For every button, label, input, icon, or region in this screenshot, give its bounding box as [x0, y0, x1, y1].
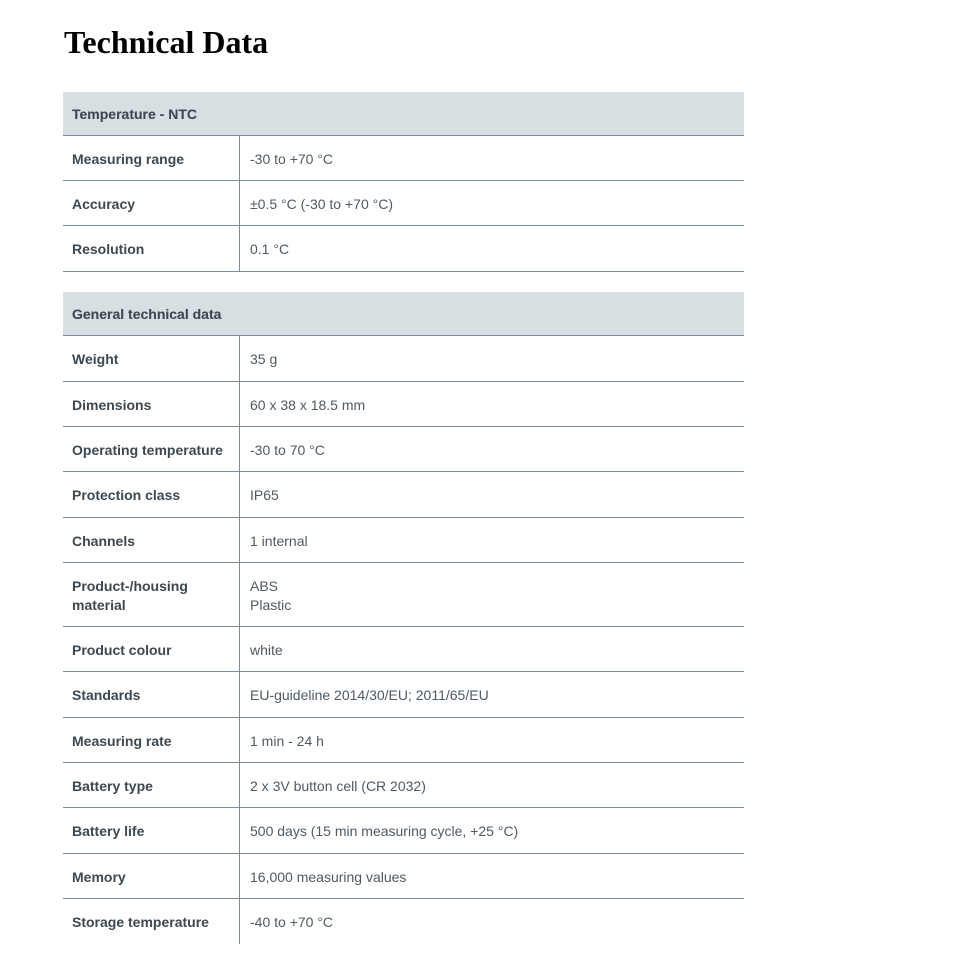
row-value [240, 563, 744, 626]
table-row-storage-temperature [63, 899, 744, 944]
table-row-memory [63, 854, 744, 899]
row-value: 60 x 38 x 18.5 mm [250, 397, 366, 413]
row-value: 0.1 °C [250, 241, 290, 257]
row-value: white [250, 642, 283, 658]
row-label: Measuring range [63, 136, 240, 180]
row-value-line: Plastic [250, 597, 292, 613]
row-label: Memory [63, 854, 240, 898]
row-value: 35 g [250, 351, 278, 367]
row-label: Battery life [63, 808, 240, 853]
row-value: -30 to 70 °C [250, 442, 325, 458]
row-label: Accuracy [63, 181, 240, 225]
row-value: 2 x 3V button cell (CR 2032) [250, 778, 426, 794]
row-label: Measuring rate [63, 718, 240, 762]
table-row-dimensions [63, 382, 744, 427]
row-label: Storage temperature [63, 899, 240, 944]
row-label: Product colour [63, 627, 240, 671]
row-value: IP65 [250, 487, 279, 503]
table-row-battery-life [63, 808, 744, 854]
row-value: EU-guideline 2014/30/EU; 2011/65/EU [250, 687, 489, 703]
row-label: Dimensions [63, 382, 240, 426]
table-row-measuring-range [63, 136, 744, 181]
page-title: Technical Data [64, 24, 269, 60]
table-row-measuring-rate [63, 718, 744, 763]
row-label-line: Product-/housing [72, 578, 188, 594]
section-header-temperature-ntc: Temperature - NTC [63, 92, 744, 136]
row-value-line: ABS [250, 578, 279, 594]
section-header-general-technical-data: General technical data [63, 292, 744, 336]
row-label [63, 563, 240, 626]
table-row-standards [63, 672, 744, 718]
row-value: 16,000 measuring values [250, 869, 407, 885]
table-row-protection-class [63, 472, 744, 518]
row-value: ±0.5 °C (-30 to +70 °C) [250, 196, 393, 212]
row-value: 1 min - 24 h [250, 733, 324, 749]
table-row-accuracy [63, 181, 744, 226]
table-row-resolution [63, 226, 744, 272]
table-row-channels [63, 518, 744, 563]
temperature-ntc-table [63, 92, 744, 272]
general-technical-data-table [63, 292, 744, 944]
row-label: Protection class [63, 472, 240, 517]
table-row-weight [63, 336, 744, 382]
row-label: Weight [63, 336, 240, 381]
table-row-operating-temperature [63, 427, 744, 472]
row-value: 500 days (15 min measuring cycle, +25 °C) [250, 823, 519, 839]
row-label-line: material [72, 597, 126, 613]
row-label: Standards [63, 672, 240, 717]
row-value: 1 internal [250, 533, 308, 549]
row-value: -40 to +70 °C [250, 914, 334, 930]
row-value: -30 to +70 °C [250, 151, 334, 167]
row-label: Battery type [63, 763, 240, 807]
row-label: Resolution [63, 226, 240, 271]
row-label: Operating temperature [63, 427, 240, 471]
table-row-battery-type [63, 763, 744, 808]
table-row-product-colour [63, 627, 744, 672]
row-label: Channels [63, 518, 240, 562]
table-row-product-housing-material [63, 563, 744, 627]
